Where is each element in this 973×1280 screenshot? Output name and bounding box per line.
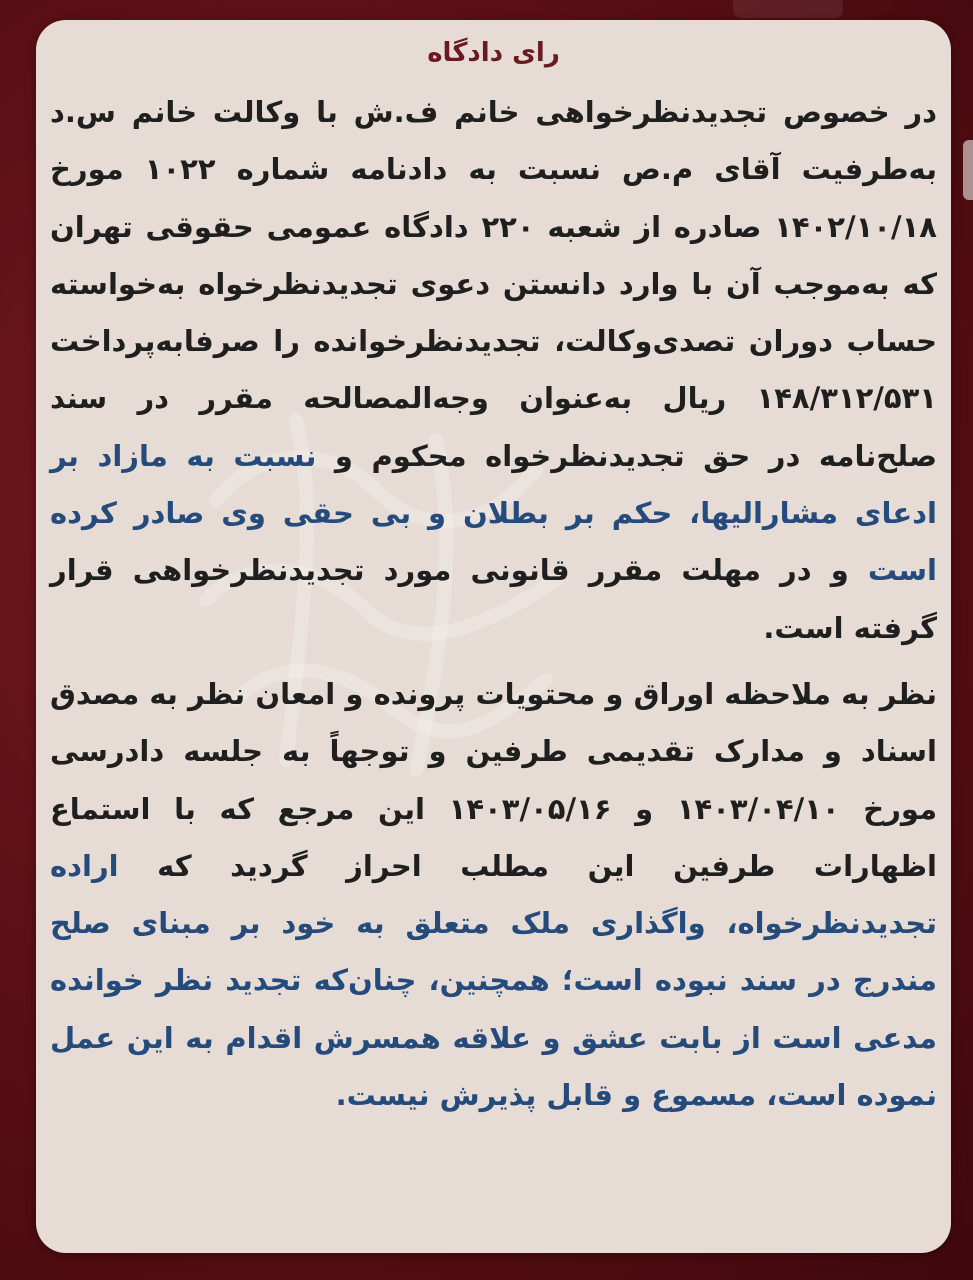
ruling-title: رای دادگاه — [427, 38, 560, 68]
ruling-body — [50, 84, 937, 1124]
paragraph-1-text-end: و در مهلت مقرر قانونی مورد تجدیدنظرخواهی قرار گرفته است. — [50, 553, 937, 645]
paragraph-1-text: در خصوص تجدیدنظرخواهی خانم ف.ش با وکالت خانم س.د به‌طرفیت آقای م.ص نسبت به دادنامه شماره ۱۰۲۲ مورخ ۱۴۰۲/۱۰/۱۸ صادره از شعبه ۲۲۰ دادگاه عمومی حقوقی تهران که به‌موجب آن با وارد دانستن دعوی تجدیدنظرخواه به‌خواسته حساب دوران تصدی‌وکالت، تجدیدنظرخوانده را صرفا‌به‌پرداخت ۱۴۸/۳۱۲/۵۳۱ ریال به‌عنوان وجه‌المصالحه مقرر در سند صلح‌نامه در حق تجدیدنظرخواه محکوم و — [50, 95, 938, 473]
paragraph-2-highlight: اراده تجدیدنظرخواه، واگذاری ملک متعلق به خود بر مبنای صلح مندرج در سند نبوده است؛ همچنین، چنان‌که تجدید نظر خوانده مدعی است از بابت عشق و علاقه همسرش اقدام به این عمل نموده است، مسموع و قابل پذیرش نیست. — [50, 848, 937, 1113]
ruling-paragraph-2 — [50, 666, 937, 1124]
background-tag — [733, 0, 843, 18]
paragraph-1-highlight: نسبت به مازاد بر ادعای مشارالیها، حکم بر بطلان و بی حقی وی صادر کرده است — [50, 438, 937, 588]
paragraph-2-text: نظر به ملاحظه اوراق و محتویات پرونده و امعان نظر به مصدق اسناد و مدارک تقدیمی طرفین و توجهاً به جلسه دادرسی مورخ ۱۴۰۳/۰۴/۱۰ و ۱۴۰۳/۰۵/۱۶ این مرجع که با استماع اظهارات طرفین این مطلب احراز گردید که — [50, 676, 938, 883]
background-stripe — [963, 140, 973, 200]
ruling-card — [36, 20, 951, 1253]
ruling-paragraph-1 — [50, 84, 937, 657]
